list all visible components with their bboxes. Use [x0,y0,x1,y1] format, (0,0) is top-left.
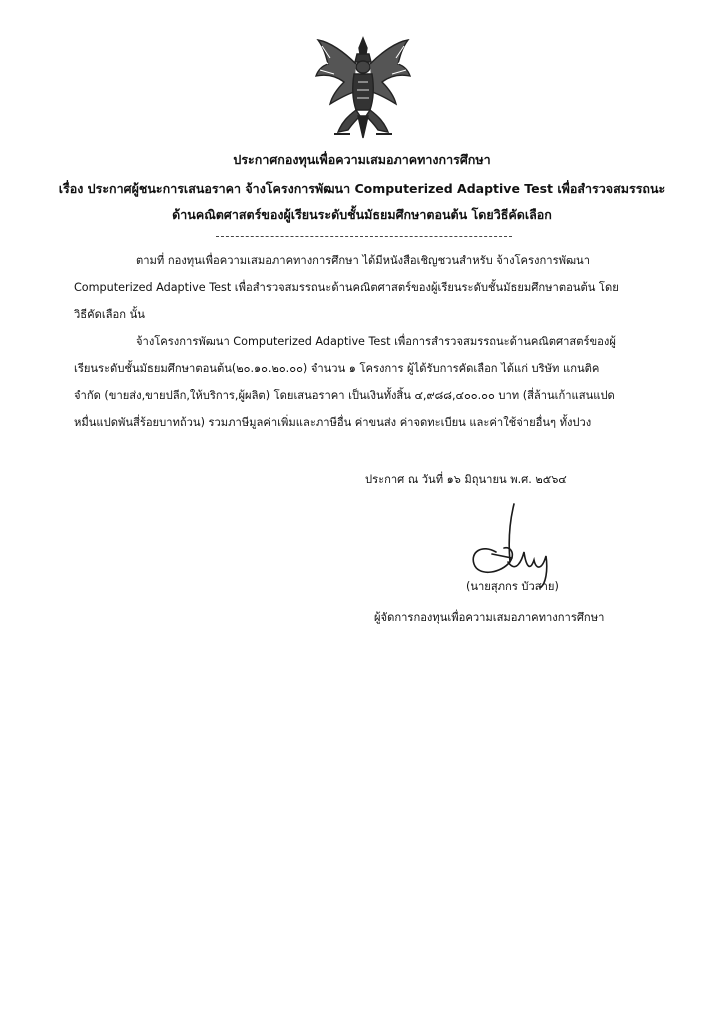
announcement-date: ประกาศ ณ วันที่ ๑๖ มิถุนายน พ.ศ. ๒๕๖๔ [365,473,567,486]
announcement-subject-line-1: เรื่อง ประกาศผู้ชนะการเสนอราคา จ้างโครงการพัฒนา Computerized Adaptive Test เพื่อสำรวจสมรรถนะ [58,181,666,196]
paragraph-1-line-2: Computerized Adaptive Test เพื่อสำรวจสมรรถนะด้านคณิตศาสตร์ของผู้เรียนระดับชั้นมัธยมศึกษาตอนต้น โดย [74,281,619,294]
paragraph-1-line-1: ตามที่ กองทุนเพื่อความเสมอภาคทางการศึกษา ได้มีหนังสือเชิญชวนสำหรับ จ้างโครงการพัฒนา [136,254,590,267]
signer-name: (นายสุภกร บัวสาย) [466,580,559,593]
paragraph-2-line-4: หมื่นแปดพันสี่ร้อยบาทถ้วน) รวมภาษีมูลค่าเพิ่มและภาษีอื่น ค่าขนส่ง ค่าจดทะเบียน และค่าใช้จ่ายอื่นๆ ทั้งปวง [74,416,592,429]
paragraph-2-line-3: จำกัด (ขายส่ง,ขายปลีก,ให้บริการ,ผู้ผลิต) โดยเสนอราคา เป็นเงินทั้งสิ้น ๔,๙๘๘,๔๐๐.๐๐ บาท (สี่ล้านเก้าแสนแปด [74,389,615,402]
paragraph-1-line-3: วิธีคัดเลือก นั้น [74,308,145,321]
garuda-emblem-icon [308,34,418,142]
paragraph-2-line-1: จ้างโครงการพัฒนา Computerized Adaptive Test เพื่อการสำรวจสมรรถนะด้านคณิตศาสตร์ของผู้ [136,335,616,348]
announcement-subject-line-2: ด้านคณิตศาสตร์ของผู้เรียนระดับชั้นมัธยมศึกษาตอนต้น โดยวิธีคัดเลือก [172,207,552,222]
divider-line [216,236,512,237]
announcement-heading: ประกาศกองทุนเพื่อความเสมอภาคทางการศึกษา [233,152,491,167]
paragraph-2-line-2: เรียนระดับชั้นมัธยมศึกษาตอนต้น(๒๐.๑๐.๒๐.๐๐) จำนวน ๑ โครงการ ผู้ได้รับการคัดเลือก ได้แก่ บริษัท แกนติค [74,362,600,375]
signer-title: ผู้จัดการกองทุนเพื่อความเสมอภาคทางการศึกษา [374,611,605,624]
